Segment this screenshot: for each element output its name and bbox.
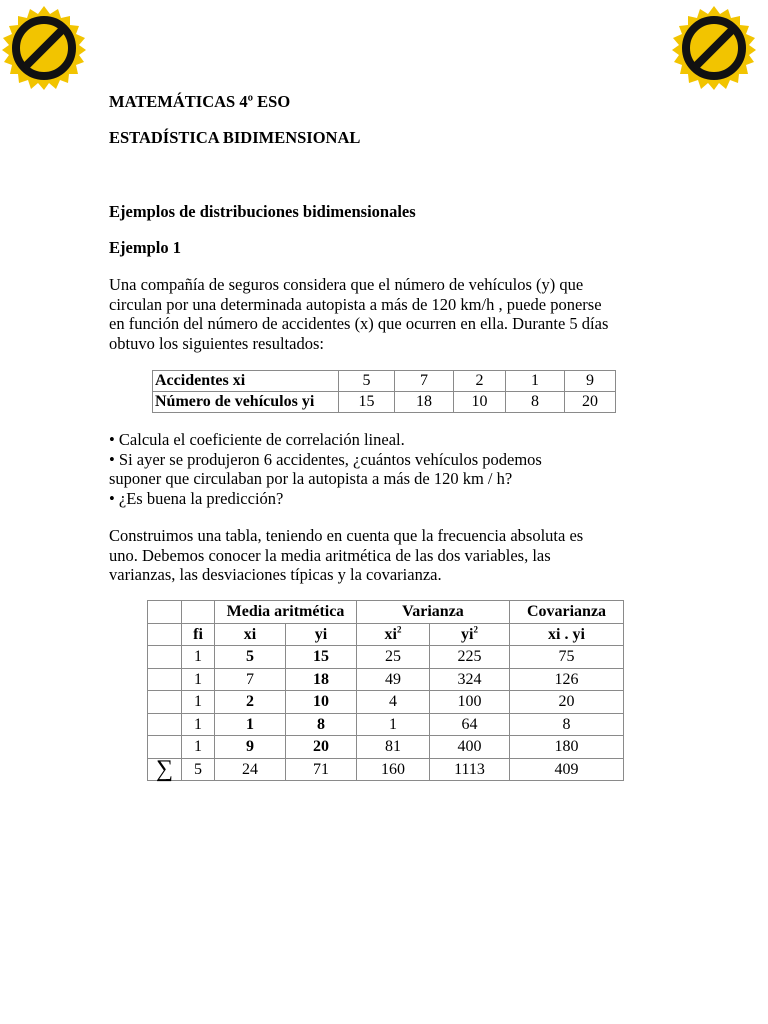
empty-cell xyxy=(148,601,182,624)
document-title: MATEMÁTICAS 4º ESO xyxy=(109,92,291,111)
prohibition-badge-icon xyxy=(672,6,756,90)
table-cell: 1 xyxy=(182,691,215,714)
text-line: en función del número de accidentes (x) que ocurren en ella. Durante 5 días xyxy=(109,314,609,333)
table-cell: 400 xyxy=(430,736,510,759)
table-cell: 1 xyxy=(182,736,215,759)
table-cell: 324 xyxy=(430,668,510,691)
table-cell: 7 xyxy=(215,668,286,691)
table-header-row xyxy=(148,623,624,646)
explanation-paragraph xyxy=(109,526,669,585)
table-cell: 10 xyxy=(454,392,506,413)
list-item: suponer que circulaban por la autopista a más de 120 km / h? xyxy=(109,469,513,488)
header-varianza: Varianza xyxy=(357,601,510,624)
table-cell: 1 xyxy=(182,668,215,691)
table-cell: 15 xyxy=(339,392,395,413)
text-line: Construimos una tabla, teniendo en cuenta que la frecuencia absoluta es xyxy=(109,526,584,545)
table-cell: 25 xyxy=(357,646,430,669)
empty-cell xyxy=(148,736,182,759)
table-cell: 64 xyxy=(430,713,510,736)
text-line: obtuvo los siguientes resultados: xyxy=(109,333,324,353)
table-cell: 20 xyxy=(565,392,616,413)
table-row xyxy=(153,371,616,392)
table-cell: 15 xyxy=(286,646,357,669)
table-cell: 1 xyxy=(182,713,215,736)
prohibition-badge-icon xyxy=(2,6,86,90)
example-title: Ejemplo 1 xyxy=(109,238,181,257)
table-header-row xyxy=(148,601,624,624)
table-cell: 1 xyxy=(182,646,215,669)
table-row xyxy=(148,713,624,736)
table-cell: 1113 xyxy=(430,758,510,781)
header-xi: xi xyxy=(215,623,286,646)
table-cell: 1 xyxy=(357,713,430,736)
list-item: • ¿Es buena la predicción? xyxy=(109,488,284,508)
table-cell: 2 xyxy=(215,691,286,714)
text-line: Una compañía de seguros considera que el número de vehículos (y) que xyxy=(109,275,584,294)
header-xi-yi: xi . yi xyxy=(510,623,624,646)
table-cell: 20 xyxy=(286,736,357,759)
sum-row xyxy=(148,758,624,781)
empty-cell xyxy=(148,646,182,669)
text-line: varianzas, las desviaciones típicas y la covarianza. xyxy=(109,565,442,584)
section-title: Ejemplos de distribuciones bidimensionales xyxy=(109,202,416,221)
table-cell: 8 xyxy=(510,713,624,736)
table-cell: 4 xyxy=(357,691,430,714)
table-cell: 20 xyxy=(510,691,624,714)
table-cell: 1 xyxy=(506,371,565,392)
table-cell: 9 xyxy=(215,736,286,759)
empty-cell xyxy=(182,601,215,624)
row-label: Número de vehículos yi xyxy=(153,392,339,413)
table-cell: 71 xyxy=(286,758,357,781)
sum-symbol: ∑ xyxy=(148,758,182,781)
table-cell: 5 xyxy=(215,646,286,669)
table-cell: 24 xyxy=(215,758,286,781)
empty-cell xyxy=(148,713,182,736)
empty-cell xyxy=(148,668,182,691)
header-fi: fi xyxy=(182,623,215,646)
text-line: circulan por una determinada autopista a más de 120 km/h , puede ponerse xyxy=(109,294,602,314)
table-cell: 8 xyxy=(506,392,565,413)
document-subtitle: ESTADÍSTICA BIDIMENSIONAL xyxy=(109,128,361,147)
table-cell: 160 xyxy=(357,758,430,781)
table-cell: 81 xyxy=(357,736,430,759)
questions-list xyxy=(109,430,669,508)
intro-paragraph xyxy=(109,275,669,353)
table-row xyxy=(148,691,624,714)
table-row xyxy=(148,668,624,691)
table-cell: 8 xyxy=(286,713,357,736)
table-cell: 100 xyxy=(430,691,510,714)
header-yi: yi xyxy=(286,623,357,646)
header-yi-squared: $yi^2$ xyxy=(430,623,510,646)
table-cell: 1 xyxy=(215,713,286,736)
table-cell: 2 xyxy=(454,371,506,392)
empty-cell xyxy=(148,623,182,646)
header-covarianza: Covarianza xyxy=(510,601,624,624)
calculation-table xyxy=(147,600,624,781)
table-cell: 18 xyxy=(395,392,454,413)
table-cell: 49 xyxy=(357,668,430,691)
table-row xyxy=(148,736,624,759)
table-cell: 7 xyxy=(395,371,454,392)
empty-cell xyxy=(148,691,182,714)
table-row xyxy=(148,646,624,669)
table-cell: 5 xyxy=(339,371,395,392)
table-cell: 180 xyxy=(510,736,624,759)
table-cell: 9 xyxy=(565,371,616,392)
row-label: Accidentes xi xyxy=(153,371,339,392)
text-line: uno. Debemos conocer la media aritmética de las dos variables, las xyxy=(109,545,551,565)
table-cell: 409 xyxy=(510,758,624,781)
table-cell: 10 xyxy=(286,691,357,714)
table-row xyxy=(153,392,616,413)
table-cell: 126 xyxy=(510,668,624,691)
list-item: • Calcula el coeficiente de correlación lineal. xyxy=(109,430,405,449)
list-item: • Si ayer se produjeron 6 accidentes, ¿cuántos vehículos podemos xyxy=(109,449,542,469)
table-cell: 18 xyxy=(286,668,357,691)
table-cell: 225 xyxy=(430,646,510,669)
header-xi-squared: $xi^2$ xyxy=(357,623,430,646)
table-cell: 75 xyxy=(510,646,624,669)
header-media: Media aritmética xyxy=(215,601,357,624)
data-table xyxy=(152,370,616,413)
table-cell: 5 xyxy=(182,758,215,781)
